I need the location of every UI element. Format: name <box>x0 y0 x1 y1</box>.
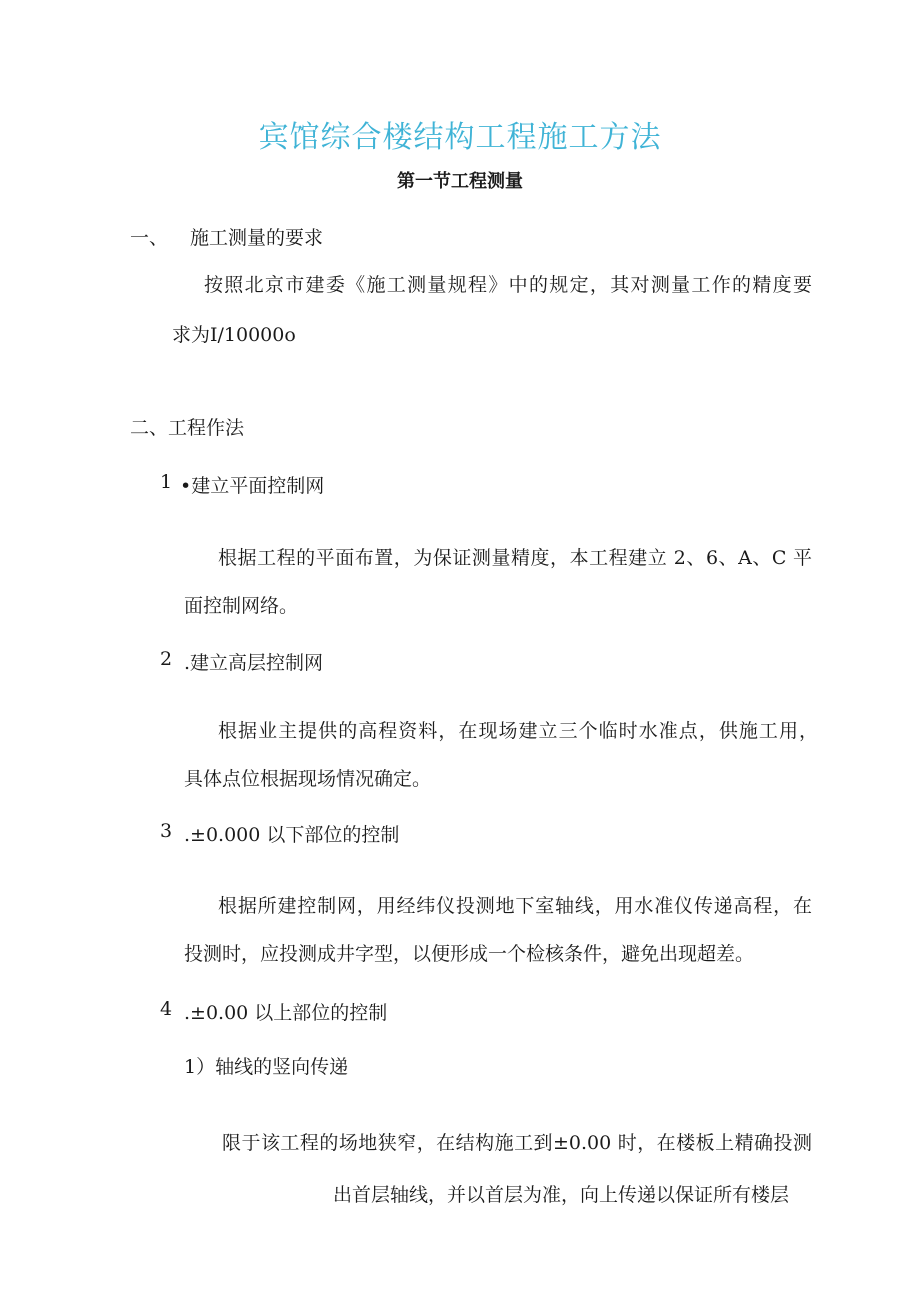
paragraph-3-line-2: 具体点位根据现场情况确定。 <box>184 768 432 790</box>
item-1-label: •建立平面控制网 <box>180 475 325 497</box>
heading-1-number: 一、 <box>130 227 169 249</box>
heading-2: 二、工程作法 <box>130 417 245 439</box>
paragraph-4-line-1: 根据所建控制网，用经纬仪投测地下室轴线，用水准仪传递高程，在 <box>218 895 812 917</box>
item-3-label: .±0.000 以下部位的控制 <box>184 824 400 846</box>
item-1-number: 1 <box>160 471 173 493</box>
paragraph-4-line-2: 投测时，应投测成井字型，以便形成一个检核条件，避免出现超差。 <box>184 943 755 965</box>
paragraph-3-line-1: 根据业主提供的高程资料，在现场建立三个临时水准点，供施工用， <box>218 720 818 742</box>
paragraph-5-line-1: 限于该工程的场地狭窄，在结构施工到±0.00 时，在楼板上精确投测 <box>222 1132 812 1154</box>
document-title: 宾馆综合楼结构工程施工方法 <box>258 120 662 155</box>
item-4-number: 4 <box>160 998 173 1020</box>
paragraph-1-line-2: 求为I/10000o <box>172 324 296 346</box>
section-title: 第一节工程测量 <box>397 171 523 192</box>
paragraph-2-line-2: 面控制网络。 <box>184 595 299 617</box>
item-2-label: .建立高层控制网 <box>184 652 324 674</box>
item-3-number: 3 <box>160 820 173 842</box>
paragraph-5-line-2: 出首层轴线，并以首层为准，向上传递以保证所有楼层 <box>333 1184 790 1206</box>
paragraph-1-line-1: 按照北京市建委《施工测量规程》中的规定，其对测量工作的精度要 <box>204 274 812 296</box>
paragraph-2-line-1: 根据工程的平面布置，为保证测量精度，本工程建立 2、6、A、C 平 <box>218 547 812 569</box>
subheading-1: 1）轴线的竖向传递 <box>184 1056 349 1078</box>
heading-1-label: 施工测量的要求 <box>190 227 324 249</box>
item-2-number: 2 <box>160 648 173 670</box>
item-4-label: .±0.00 以上部位的控制 <box>184 1002 388 1024</box>
